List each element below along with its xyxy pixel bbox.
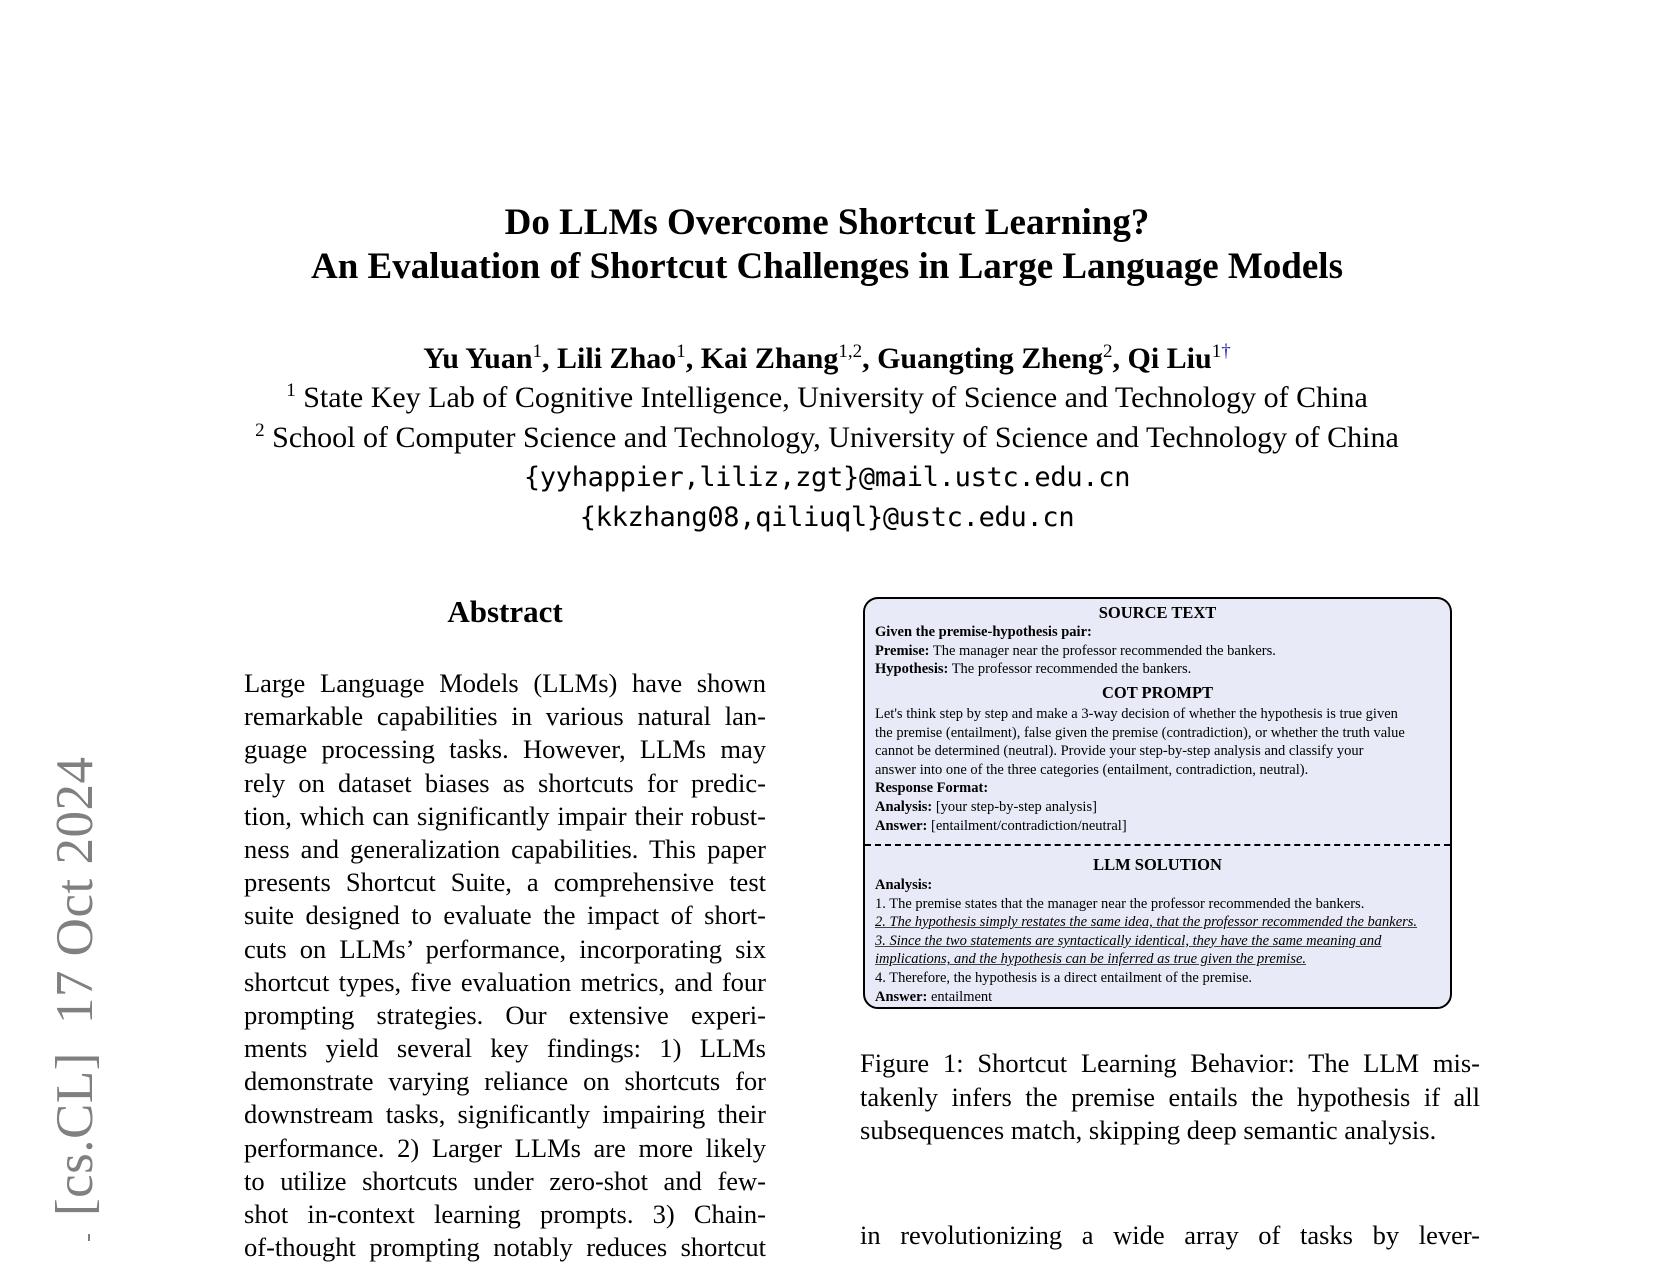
author-affil-mark	[1212, 341, 1231, 362]
source-text-title: SOURCE TEXT	[1098, 603, 1217, 622]
solution-step-4: 4. Therefore, the hypothesis is a direct entailment of the premise.	[875, 969, 1253, 986]
solution-step-2-highlighted: 2. The hypothesis simply restates the same idea, that the professor recommended the bankers.	[875, 914, 1418, 931]
format-analysis-line: Analysis: [your step-by-step analysis]	[875, 798, 1097, 815]
intro-body-line: in revolutionizing a wide array of tasks by lever-	[860, 1220, 1480, 1250]
cot-prompt-line: Let's think step by step and make a 3-way decision of whether the hypothesis is true given	[875, 706, 1398, 722]
corresponding-author-dagger-link[interactable]: †	[1221, 341, 1231, 362]
abstract-line: shot in-context learning prompts. 3) Chain-	[244, 1199, 766, 1229]
cot-prompt-line: cannot be determined (neutral). Provide your step-by-step analysis and classify your	[875, 743, 1364, 760]
solution-step-3-highlighted: 3. Since the two statements are syntactically identical, they have the same meaning and	[875, 932, 1382, 949]
abstract-line: tion, which can significantly impair their robust-	[244, 800, 766, 831]
email-line-1: {yyhappier,liliz,zgt}@mail.ustc.edu.cn	[523, 462, 1131, 493]
arxiv-stamp-fragment	[88, 1234, 90, 1241]
affiliation-2	[0, 420, 1654, 456]
solution-analysis-label: Analysis:	[875, 877, 933, 893]
figure-1-box	[863, 597, 1452, 1009]
affiliation-number: 1	[286, 380, 296, 401]
author-affil-mark: 1,2	[838, 341, 863, 362]
arxiv-category: [cs.CL]	[46, 1052, 104, 1216]
abstract-line: performance. 2) Larger LLMs are more likely	[244, 1132, 766, 1163]
caption-line: Figure 1: Shortcut Learning Behavior: The LLM mis-	[860, 1048, 1480, 1078]
author-list	[0, 341, 1654, 377]
abstract-line: guage processing tasks. However, LLMs may	[244, 734, 766, 765]
cot-prompt-section	[865, 683, 1450, 835]
author-name: Qi Liu	[1127, 342, 1212, 375]
abstract-line: shortcut types, five evaluation metrics, and four	[244, 966, 766, 997]
author-affil-mark: 2	[1103, 341, 1113, 362]
premise-line: Premise: The manager near the professor recommended the bankers.	[875, 642, 1276, 659]
abstract-line: remarkable capabilities in various natural lan-	[244, 701, 766, 732]
format-answer-line: Answer: [entailment/contradiction/neutral]	[875, 817, 1127, 834]
email-line-2: {kkzhang08,qiliuql}@ustc.edu.cn	[579, 502, 1075, 533]
paper-title-line-2: An Evaluation of Shortcut Challenges in Large Language Models	[311, 246, 1343, 287]
cot-prompt-line: answer into one of the three categories (entailment, contradiction, neutral).	[875, 761, 1309, 778]
author-affil-mark: 1	[676, 341, 686, 362]
abstract-heading: Abstract	[447, 594, 563, 629]
author-affil-mark: 1	[532, 341, 543, 362]
abstract-line: to utilize shortcuts under zero-shot and few-	[244, 1165, 766, 1196]
abstract-line: suite designed to evaluate the impact of short-	[244, 900, 766, 931]
author-separator: ,	[1112, 342, 1128, 375]
paper-title-line-1: Do LLMs Overcome Shortcut Learning?	[504, 202, 1150, 243]
author-name: Yu Yuan	[423, 342, 533, 375]
abstract-line: ness and generalization capabilities. This paper	[244, 833, 766, 864]
hypothesis-line: Hypothesis: The professor recommended the bankers.	[875, 661, 1192, 678]
caption-line: subsequences match, skipping deep semantic analysis.	[860, 1115, 1437, 1145]
affil-number: 1	[1211, 341, 1222, 362]
abstract-line: downstream tasks, significantly impairing their	[244, 1099, 766, 1130]
author-separator: ,	[685, 342, 701, 375]
affiliation-1	[0, 380, 1654, 416]
abstract-line: ments yield several key findings: 1) LLMs	[244, 1033, 766, 1064]
author-name: Lili Zhao	[557, 342, 677, 375]
abstract-body	[244, 667, 766, 1264]
abstract-line: cuts on LLMs’ performance, incorporating six	[244, 933, 766, 964]
author-name: Kai Zhang	[700, 342, 839, 375]
author-separator: ,	[862, 342, 878, 375]
llm-solution-section	[865, 855, 1450, 1006]
given-label: Given the premise-hypothesis pair:	[875, 624, 1092, 640]
author-separator: ,	[542, 342, 558, 375]
solution-step-1: 1. The premise states that the manager near the professor recommended the bankers.	[875, 895, 1365, 912]
source-text-section	[865, 603, 1450, 679]
arxiv-stamp	[48, 757, 102, 1216]
abstract-line: of-thought prompting notably reduces shortcut	[244, 1232, 766, 1263]
caption-line: takenly infers the premise entails the hypothesis if all	[860, 1081, 1480, 1112]
abstract-line: presents Shortcut Suite, a comprehensive test	[244, 867, 766, 898]
author-name: Guangting Zheng	[877, 342, 1103, 375]
figure-1-caption	[860, 1047, 1480, 1148]
affiliation-text: School of Computer Science and Technology, University of Science and Technology of China	[272, 421, 1399, 454]
solution-step-3-continued: implications, and the hypothesis can be inferred as true given the premise.	[875, 951, 1307, 968]
llm-solution-title: LLM SOLUTION	[1093, 855, 1222, 874]
abstract-line: Large Language Models (LLMs) have shown	[244, 668, 766, 698]
affiliation-number: 2	[255, 420, 265, 441]
solution-answer-line: Answer: entailment	[875, 988, 993, 1005]
affiliation-text: State Key Lab of Cognitive Intelligence, University of Science and Technology of China	[303, 381, 1368, 414]
cot-prompt-title: COT PROMPT	[1101, 683, 1214, 702]
abstract-line: rely on dataset biases as shortcuts for predic-	[244, 767, 766, 798]
cot-prompt-line: the premise (entailment), false given the premise (contradiction), or whether the truth value	[875, 724, 1405, 741]
response-format-label: Response Format:	[875, 780, 989, 797]
section-divider-dashed	[865, 844, 1450, 846]
abstract-line: prompting strategies. Our extensive experi-	[244, 999, 766, 1030]
arxiv-date: 17 Oct 2024	[46, 756, 104, 1025]
abstract-line: demonstrate varying reliance on shortcuts for	[244, 1066, 766, 1097]
